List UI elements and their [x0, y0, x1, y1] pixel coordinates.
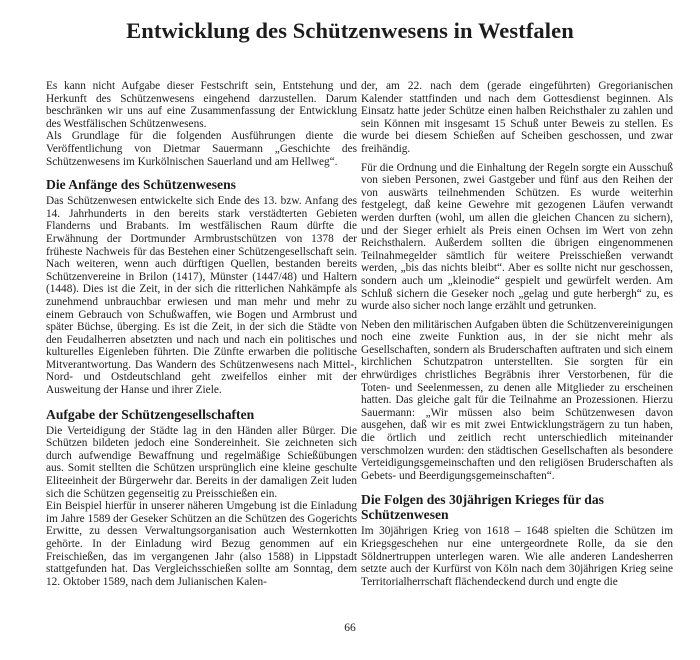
page-title: Entwicklung des Schützenwesens in Westfalen	[126, 18, 574, 43]
section-heading-origins: Die Anfänge des Schützenwesens	[46, 177, 236, 193]
right-column	[361, 80, 673, 588]
page-number: 66	[344, 622, 356, 634]
paragraph-thirty-years-war: Im 30jährigen Krieg von 1618 – 1648 spielten die Schützen im Kriegsgeschehen nur eine untergeordnete Rolle, da sie den Söldnertruppen unterlegen waren. Wie alle anderen Landesherren setzte auch der Kurfürst von Köln nach dem 30jährigen Krieg seine Territorialherrschaft flächendeckend durch und engte die	[361, 525, 673, 588]
paragraph-origins: Das Schützenwesen entwickelte sich Ende des 13. bzw. Anfang des 14. Jahrhunderts in den bereits stark verstädterten Gebieten Flanderns und Brabants. Im westfälischen Raum dürfte die Erwähnung der Dortmunder Armbrustschützen von 1378 der früheste Nachweis für das Bestehen einer Schützengesellschaft sein. Nach weiteren, wenn auch dürftigen Quellen, bestanden bereits Schützenvereine in Brilon (1417), Münster (1447/48) und Haltern (1448). Dies ist die Zeit, in der sich die ritterlichen Nahkämpfe als zunehmend unbrauchbar erwiesen und man mehr und mehr zu einem Gebrauch von Schußwaffen, wie Bogen und Armbrust und später Büchse, überging. Es ist die Zeit, in der sich die Städte von den Feudalherren absetzten und nach und nach ein politisches und kulturelles Eigenleben führten. Die Zünfte erwarben die politische Mitverantwortung. Das Wandern des Schützenwesens nach Mittel-, Nord- und Ostdeutschland geht zweifellos einher mit der Ausweitung der Hanse und ihrer Ziele.	[46, 195, 357, 397]
intro-paragraph-2: Als Grundlage für die folgenden Ausführungen diente die Veröffentlichung von Dietmar Sauermann „Geschichte des Schützenwesens im Kurkölnischen Sauerland und am Hellweg“.	[46, 130, 357, 168]
section-heading-thirty-years-war: Die Folgen des 30jährigen Krieges für das Schützenwesen	[361, 492, 604, 523]
intro-paragraph-1: Es kann nicht Aufgabe dieser Festschrift sein, Entstehung und Herkunft des Schützenwesens eingehend darzustellen. Darum beschränken wir uns auf eine Zusammenfassung der Entwicklung des Westfälischen Schützenwesens.	[46, 80, 357, 130]
paragraph-brotherhoods: Neben den militärischen Aufgaben übten die Schützenvereinigungen noch eine zweite Funktion aus, in der sie nicht mehr als Gesellschaften, sondern als Bruderschaften auftraten und sich einem kirchlichen Schutzpatron unterstellten. Sie sorgten für ein ehrwürdiges christliches Begräbnis ihrer Verstorbenen, für die Toten- und Seelenmessen, zu denen alle Mitglieder zu erscheinen hatten. Das gleiche galt für die Teilnahme an Prozessionen. Hierzu Sauermann: „Wir müssen also beim Schützenwesen davon ausgehen, daß wir es mit zwei Entwicklungsträgern zu tun haben, die örtlich und zeitlich recht unterschiedlich miteinander verschmolzen wurden: den städtischen Gesellschaften als besondere Verteidigungsgemeinschaften und den religiösen Bruderschaften als Gebets- und Beerdigungsgemeinschaften“.	[361, 318, 673, 482]
paragraph-competition: der, am 22. nach dem (gerade eingeführten) Gregorianischen Kalender stattfinden und nach dem Gottesdienst beginnen. Als Einsatz hatte jeder Schütze einen halben Reichsthaler zu zahlen und sein Können mit insgesamt 15 Schuß unter Beweis zu stellen. Es wurde bei diesem Schießen auf Scheiben geschossen, und zwar freihändig.	[361, 80, 673, 155]
paragraph-tasks-2: Ein Beispiel hierfür in unserer näheren Umgebung ist die Einladung im Jahre 1589 der Geseker Schützen an die Schützen des Gogerichts Erwitte, zu dessen Verwaltungsorganisation auch Westernkotten gehörte. In der Einladung wird Bezug genommen auf ein Freischießen, das im vergangenen Jahr (also 1588) in Lippstadt stattgefunden hat. Das Vergleichsschießen sollte am Sonntag, dem 12. Oktober 1589, nach dem Julianischen Kalen-	[46, 500, 357, 588]
left-column	[46, 80, 357, 588]
paragraph-tasks-1: Die Verteidigung der Städte lag in den Händen aller Bürger. Die Schützen bildeten jedoch eine Sondereinheit. Sie zeichneten sich durch aufwendige Bewaffnung und regelmäßige Schießübungen aus. Somit stellten die Schützen ursprünglich eine kleine geschulte Eliteeinheit der Bürgerwehr dar. Bereits in der damaligen Zeit luden sich die Schützen gegenseitig zu Preisschießen ein.	[46, 424, 357, 500]
paragraph-rules: Für die Ordnung und die Einhaltung der Regeln sorgte ein Ausschuß von sieben Personen, zwei Gastgeber und fünf aus den Reihen der von auswärts teilnehmenden Schützen. Es wurde weiterhin festgelegt, daß keine Gewehre mit gezogenen Läufen verwandt werden durften (wohl, um allen die gleichen Chancen zu sichern), und der Sieger erhielt als Preis einen Ochsen im Wert von zehn Reichsthalern. Außerdem sollten die übrigen eingenommenen Teilnahmegelder sämtlich für weitere Preisschießen verwandt werden, „bis das nichts bleibt“. Aber es sollte nicht nur geschossen, sondern auch um „kleinodie“ gespielt und gewürfelt werden. Am Schluß sichern die Geseker noch „gelag und gute herbergh“ zu, es wurde also sicher noch lange erzählt und getrunken.	[361, 161, 673, 313]
section-heading-tasks: Aufgabe der Schützengesellschaften	[46, 406, 255, 422]
